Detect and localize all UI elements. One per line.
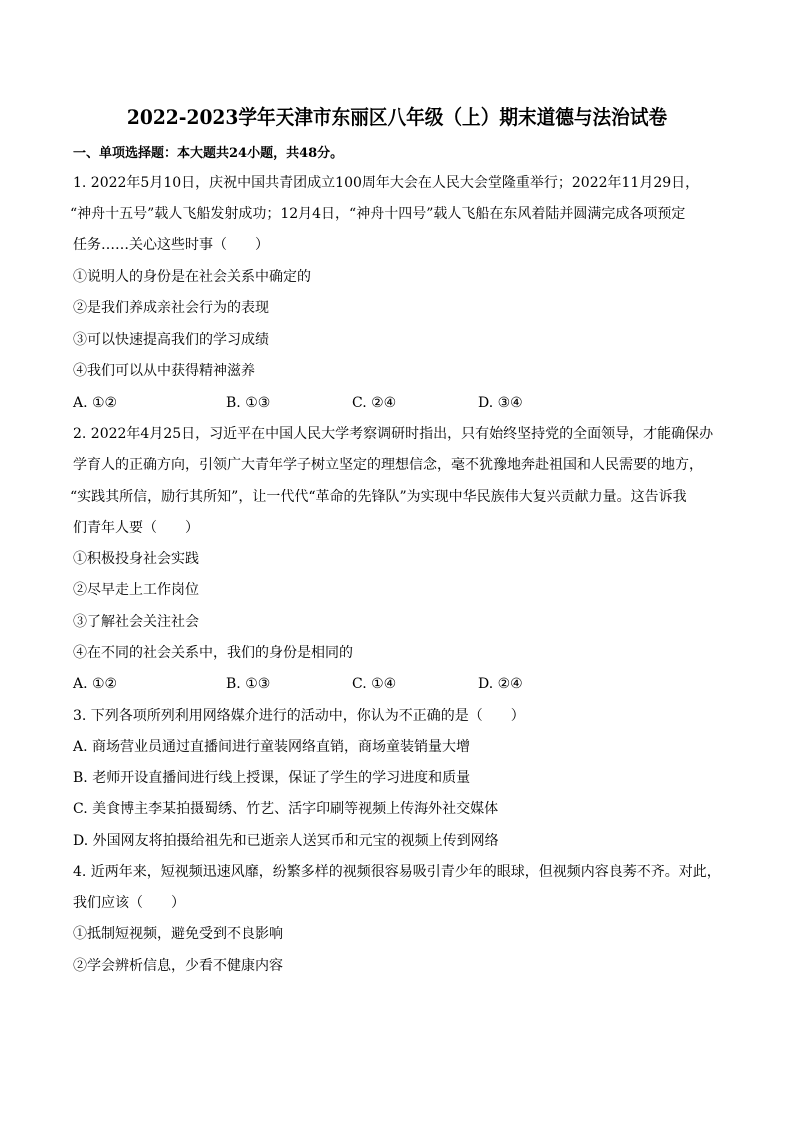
question-3-option-c: C. 美食博主李某拍摄蜀绣、竹艺、活字印刷等视频上传海外社交媒体 — [73, 801, 499, 817]
question-2-option-b: B. ①③ — [226, 676, 271, 692]
question-1-option-c: C. ②④ — [352, 395, 397, 411]
question-1-statement-4: ④我们可以从中获得精神滋养 — [73, 363, 255, 379]
question-1-option-d: D. ③④ — [478, 395, 523, 411]
question-2-option-a: A. ①② — [73, 676, 118, 692]
question-2-statement-2: ②尽早走上工作岗位 — [73, 582, 199, 598]
question-1-stem-line-2: “神舟十五号”载人飞船发射成功；12月4日，“神舟十四号”载人飞船在东风着陆并圆满完成各项预定 — [70, 206, 686, 222]
question-1-option-a: A. ①② — [73, 395, 118, 411]
question-2-option-c: C. ①④ — [352, 676, 397, 692]
question-4-statement-2: ②学会辨析信息，少看不健康内容 — [73, 958, 283, 974]
question-2-stem-line-3: “实践其所信，励行其所知”，让一代代“革命的先锋队”为实现中华民族伟大复兴贡献力量。这告诉我 — [70, 489, 687, 505]
question-2-stem-line-1: 2. 2022年4月25日，习近平在中国人民大学考察调研时指出，只有始终坚持党的全面领导，才能确保办 — [73, 426, 714, 442]
question-2-statement-4: ④在不同的社会关系中，我们的身份是相同的 — [73, 645, 353, 661]
question-1-option-b: B. ①③ — [226, 395, 271, 411]
question-1-stem-line-1: 1. 2022年5月10日，庆祝中国共青团成立100周年大会在人民大会堂隆重举行；2022年11月29日， — [73, 175, 700, 191]
question-2-statement-3: ③了解社会关注社会 — [73, 614, 199, 630]
question-1-stem-line-3: 任务……关心这些时事（ ） — [73, 237, 269, 253]
question-2-stem-line-2: 学育人的正确方向，引领广大青年学子树立坚定的理想信念，毫不犹豫地奔赴祖国和人民需要的地方， — [73, 457, 703, 473]
question-1-statement-1: ①说明人的身份是在社会关系中确定的 — [73, 269, 311, 285]
question-2-statement-1: ①积极投身社会实践 — [73, 551, 199, 567]
exam-title: 2022-2023学年天津市东丽区八年级（上）期末道德与法治试卷 — [126, 105, 668, 129]
section-heading: 一、单项选择题：本大题共24小题，共48分。 — [73, 146, 344, 161]
question-4-stem-line-2: 我们应该（ ） — [73, 895, 185, 911]
question-2-option-d: D. ②④ — [478, 676, 523, 692]
question-3-option-b: B. 老师开设直播间进行线上授课，保证了学生的学习进度和质量 — [73, 770, 471, 786]
question-3-option-d: D. 外国网友将拍摄给祖先和已逝亲人送冥币和元宝的视频上传到网络 — [73, 833, 499, 849]
question-1-statement-2: ②是我们养成亲社会行为的表现 — [73, 300, 269, 316]
question-1-statement-3: ③可以快速提高我们的学习成绩 — [73, 332, 269, 348]
question-4-stem-line-1: 4. 近两年来，短视频迅速风靡，纷繁多样的视频很容易吸引青少年的眼球，但视频内容良莠不齐。对此， — [73, 864, 721, 880]
question-4-statement-1: ①抵制短视频，避免受到不良影响 — [73, 926, 283, 942]
question-3-stem-line-1: 3. 下列各项所列利用网络媒介进行的活动中，你认为不正确的是（ ） — [73, 708, 525, 724]
question-2-stem-line-4: 们青年人要（ ） — [73, 520, 199, 536]
question-3-option-a: A. 商场营业员通过直播间进行童装网络直销，商场童装销量大增 — [73, 739, 471, 755]
